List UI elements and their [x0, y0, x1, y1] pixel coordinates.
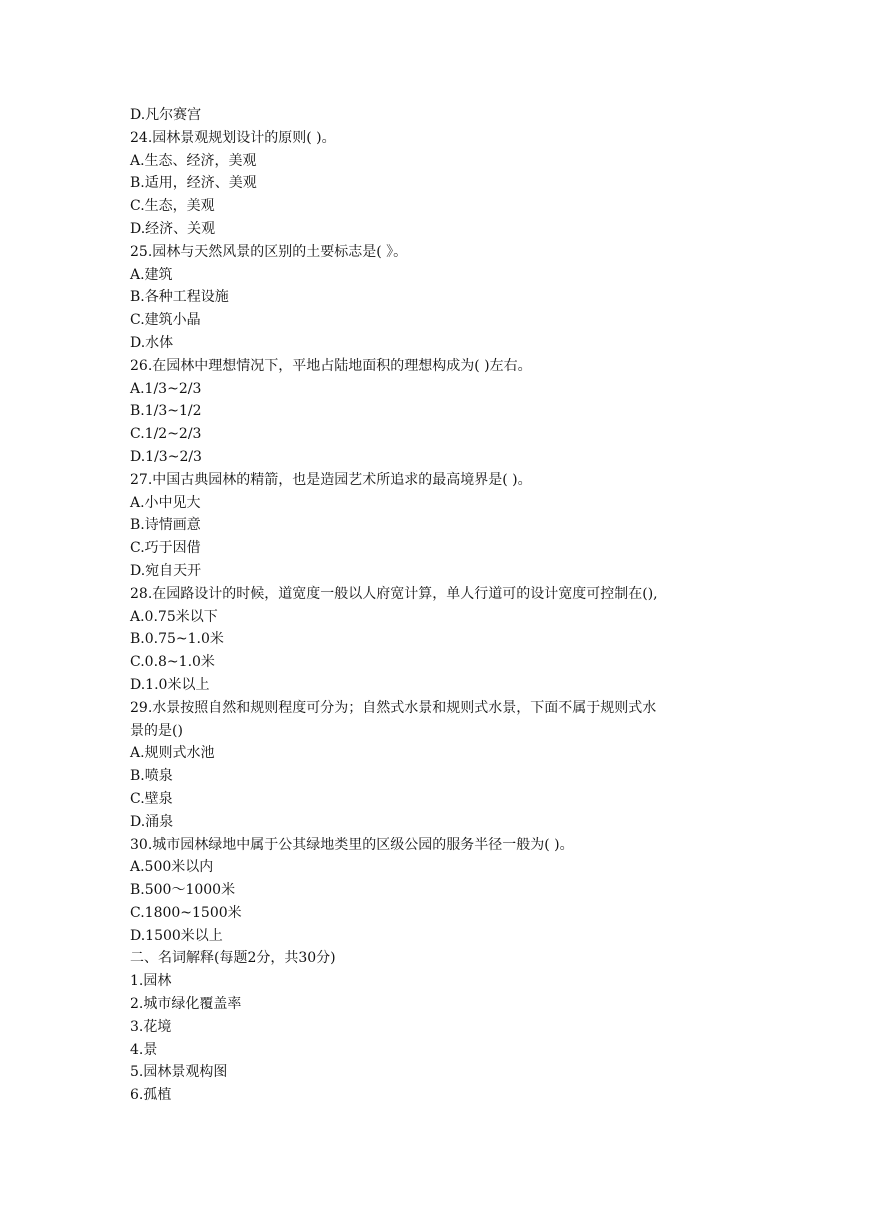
text-line: D.水体 [130, 334, 174, 351]
document-text [130, 104, 730, 1107]
text-line: 29.水景按照自然和规则程度可分为；自然式水景和规则式水景，下面不属于规则式水 [130, 699, 657, 716]
text-line: C.建筑小晶 [130, 312, 201, 329]
text-line: 24.园林景观规划设计的原则( )。 [130, 129, 336, 146]
text-line: 27.中国古典园林的精箭，也是造园艺术所追求的最高境界是( )。 [130, 471, 532, 488]
text-line: C.0.8~1.0米 [130, 654, 215, 671]
text-line: 1.园林 [130, 973, 172, 990]
text-line: A.0.75米以下 [130, 608, 218, 625]
text-line: B.500～1000米 [130, 882, 236, 899]
text-line: A.500米以内 [130, 859, 214, 876]
text-line: B.适用，经济、美观 [130, 175, 257, 192]
text-line: A.规则式水池 [130, 745, 215, 762]
text-line: 4.景 [130, 1041, 158, 1058]
text-line: A.建筑 [130, 266, 173, 283]
text-line: B.各种工程设施 [130, 289, 229, 306]
text-line: C.1800~1500米 [130, 904, 242, 921]
text-line: C.1/2~2/3 [130, 426, 202, 443]
text-line: 25.园林与天然风景的区别的土要标志是( 》。 [130, 243, 408, 260]
text-line: C.巧于因借 [130, 540, 201, 557]
text-line: A.小中见大 [130, 494, 201, 511]
text-line: B.1/3~1/2 [130, 403, 202, 420]
text-line: A.生态、经济，美观 [130, 152, 257, 169]
text-line: 3.花境 [130, 1018, 172, 1035]
text-line: 2.城市绿化覆盖率 [130, 996, 242, 1013]
text-line: D.涌泉 [130, 813, 174, 830]
text-line: 30.城市园林绿地中属于公其绿地类里的区级公园的服务半径一般为( )。 [130, 836, 574, 853]
text-line: D.1/3~2/3 [130, 448, 202, 465]
text-line: D.经济、关观 [130, 220, 216, 237]
text-line: 28.在园路设计的时候，道宽度一般以人府宽计算，单人行道可的设计宽度可控制在(), [130, 585, 658, 602]
text-line: D.1500米以上 [130, 927, 223, 944]
text-line: B.0.75~1.0米 [130, 631, 224, 648]
text-line: 二、名词解释(每题2分，共30分) [130, 950, 336, 967]
text-line: D.凡尔赛宫 [130, 107, 202, 123]
text-line: 5.园林景观构图 [130, 1064, 228, 1081]
text-line: D.1.0米以上 [130, 676, 210, 693]
text-line: C.生态，美观 [130, 198, 215, 215]
text-line: 6.孤植 [130, 1087, 172, 1104]
text-line: B.喷泉 [130, 768, 173, 785]
text-line: B.诗情画意 [130, 517, 201, 534]
text-line: D.宛自天开 [130, 562, 202, 579]
text-line: 26.在园林中理想情况下，平地占陆地面积的理想构成为( )左右。 [130, 357, 532, 374]
text-line: C.壁泉 [130, 790, 173, 807]
text-line: 景的是() [130, 722, 183, 739]
text-line: A.1/3~2/3 [130, 380, 202, 397]
